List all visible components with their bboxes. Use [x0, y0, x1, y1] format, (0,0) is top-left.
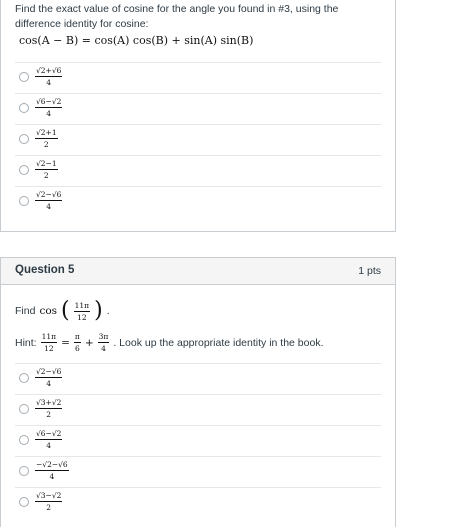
hint-lhs-fraction: $\frac{11\pi}{12}$ — [41, 332, 57, 353]
question-4-prompt: Find the exact value of cosine for the angle you found in #3, using the difference identity for cosine: — [15, 3, 339, 30]
find-label: Find — [15, 305, 36, 317]
answer-fraction: $\frac{√2-1}{2}$ — [36, 159, 57, 180]
radio-button[interactable] — [19, 497, 29, 507]
difference-identity-formula: cos(A − B) = cos(A) cos(B) + sin(A) sin(B) — [19, 34, 254, 47]
equals-sign: = — [61, 336, 70, 349]
question-4-answers — [15, 62, 381, 217]
cos-function: cos — [39, 305, 58, 317]
hint-term-2: $\frac{3\pi}{4}$ — [98, 332, 109, 353]
radio-button[interactable] — [19, 134, 29, 144]
radio-button[interactable] — [19, 466, 29, 476]
question-header — [1, 258, 395, 285]
radio-button[interactable] — [19, 165, 29, 175]
answer-option[interactable] — [15, 394, 381, 425]
find-instruction — [15, 300, 110, 322]
radio-button[interactable] — [19, 404, 29, 414]
answer-fraction: $\frac{-√2-√6}{4}$ — [36, 460, 68, 481]
radio-button[interactable] — [19, 103, 29, 113]
answer-fraction: $\frac{√3+√2}{2}$ — [36, 398, 62, 419]
hint-label: Hint: — [15, 336, 37, 349]
find-end: . — [106, 305, 110, 317]
radio-button[interactable] — [19, 373, 29, 383]
answer-fraction: $\frac{√2-√6}{4}$ — [36, 190, 62, 211]
answer-fraction: $\frac{√2+√6}{4}$ — [36, 66, 62, 87]
left-paren: ( — [61, 298, 70, 323]
answer-option[interactable] — [15, 363, 381, 394]
radio-button[interactable] — [19, 72, 29, 82]
answer-option[interactable] — [15, 62, 381, 93]
radio-button[interactable] — [19, 196, 29, 206]
answer-fraction: $\frac{√2-√6}{4}$ — [36, 367, 62, 388]
answer-fraction: $\frac{√6-√2}{4}$ — [36, 97, 62, 118]
answer-option[interactable] — [15, 425, 381, 456]
hint-term-1: $\frac{\pi}{6}$ — [74, 332, 80, 353]
answer-option[interactable] — [15, 186, 381, 217]
hint-text: . Look up the appropriate identity in the book. — [113, 336, 324, 349]
answer-option[interactable] — [15, 155, 381, 186]
answer-option[interactable] — [15, 487, 381, 518]
question-4-card — [0, 0, 396, 232]
question-5-card — [0, 257, 396, 527]
answer-option[interactable] — [15, 124, 381, 155]
question-points: 1 pts — [358, 265, 381, 277]
answer-option[interactable] — [15, 93, 381, 124]
question-title: Question 5 — [15, 264, 75, 276]
question-5-answers — [15, 363, 381, 518]
answer-fraction: $\frac{√3-√2}{2}$ — [36, 491, 62, 512]
radio-button[interactable] — [19, 435, 29, 445]
hint-line — [15, 332, 324, 353]
answer-fraction: $\frac{√6-√2}{4}$ — [36, 429, 62, 450]
answer-option[interactable] — [15, 456, 381, 487]
plus-sign: + — [84, 336, 94, 349]
answer-fraction: $\frac{√2+1}{2}$ — [36, 128, 57, 149]
right-paren: ) — [94, 298, 103, 323]
angle-fraction: $\frac{11\pi}{12}$ — [74, 300, 90, 322]
